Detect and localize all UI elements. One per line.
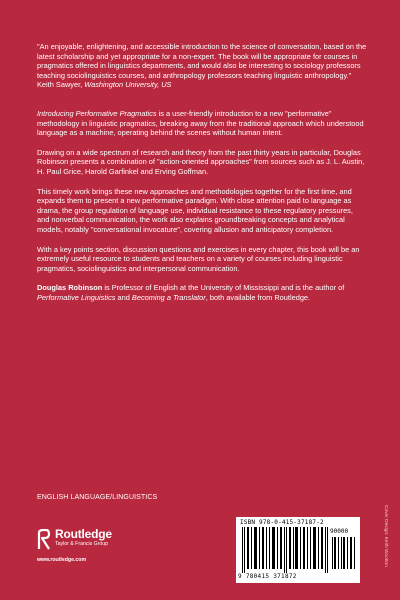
endorsement-quote: [37, 42, 367, 90]
book-title: Introducing Performative Pragmatics: [37, 108, 157, 118]
author-bio-text-1: is Professor of English at the University of Mississippi and is the author of: [102, 283, 345, 293]
quote-author: Keith Sawyer,: [37, 80, 85, 90]
ean-barcode: [242, 527, 328, 573]
quote-affiliation: Washington University, US: [84, 80, 172, 90]
price-code: 90000: [330, 528, 349, 535]
back-cover-text: [37, 42, 367, 312]
quote-text: "An enjoyable, enlightening, and accessible introduction to the science of conversation, based on the latest scholarship and yet appropriate for a non-expert. The book will be appropriate for courses in pragmatics offered in linguistics departments, and would also be interesting to sociology professors teaching sociolinguistics courses, and anthropology professors teaching linguistic anthropology.": [37, 42, 367, 80]
isbn-text: ISBN 978-0-415-37187-2: [240, 519, 324, 526]
author-book-1: Performative Linguistics: [37, 292, 116, 302]
barcode: [236, 517, 360, 583]
author-bio-text-3: , both available from Routledge.: [205, 292, 311, 302]
description-paragraph-1: [37, 109, 367, 138]
author-book-2: Becoming a Translator: [131, 292, 206, 302]
author-bio-text-2: and: [115, 292, 132, 302]
description-p1-text: is a user-friendly introduction to a new "performative" methodology in linguistic pragmatics, breaking away from the traditional approach which understood language as a machine, operating behind the scenes without human intent.: [37, 108, 364, 138]
credit-text: Cover Design: Keith Wootton: [383, 505, 388, 567]
author-bio: [37, 283, 367, 302]
description-paragraph-3: This timely work brings these new approaches and methodologies together for the first time, and expands them to present a new performative paradigm. With close attention paid to language as drama, the group regulation of language use, individual resistance to these regulatory pressures, and nonverbal communication, the work also explains groundbreaking concepts and analytical models, notably "conversational invocature", covering allusion and anticipatory completion.: [37, 186, 353, 234]
description-paragraph-2: Drawing on a wide spectrum of research and theory from the past thirty years in particular, Douglas Robinson presents a combination of "action-oriented approaches" from sources such as J. L. Austin, H. Paul Grice, Harold Garfinkel and Erving Goffman.: [37, 147, 365, 176]
routledge-logo-icon: [37, 529, 51, 551]
addon-barcode: [332, 537, 356, 569]
author-name: Douglas Robinson: [37, 283, 103, 293]
publisher-name: Routledge: [55, 527, 112, 541]
barcode-number: 9 780415 371872: [238, 573, 297, 580]
cover-design-credit: [380, 505, 390, 595]
publisher-logo: [37, 527, 157, 567]
description-paragraph-4: With a key points section, discussion questions and exercises in every chapter, this book will be an extremely useful resource to students and teachers on a variety of courses including linguistic pragmatics, sociolinguistics and interpersonal communication.: [37, 244, 360, 273]
publisher-group: Taylor & Francis Group: [55, 541, 109, 547]
subject-category: ENGLISH LANGUAGE/LINGUISTICS: [37, 494, 158, 501]
publisher-url[interactable]: www.routledge.com: [37, 557, 87, 563]
